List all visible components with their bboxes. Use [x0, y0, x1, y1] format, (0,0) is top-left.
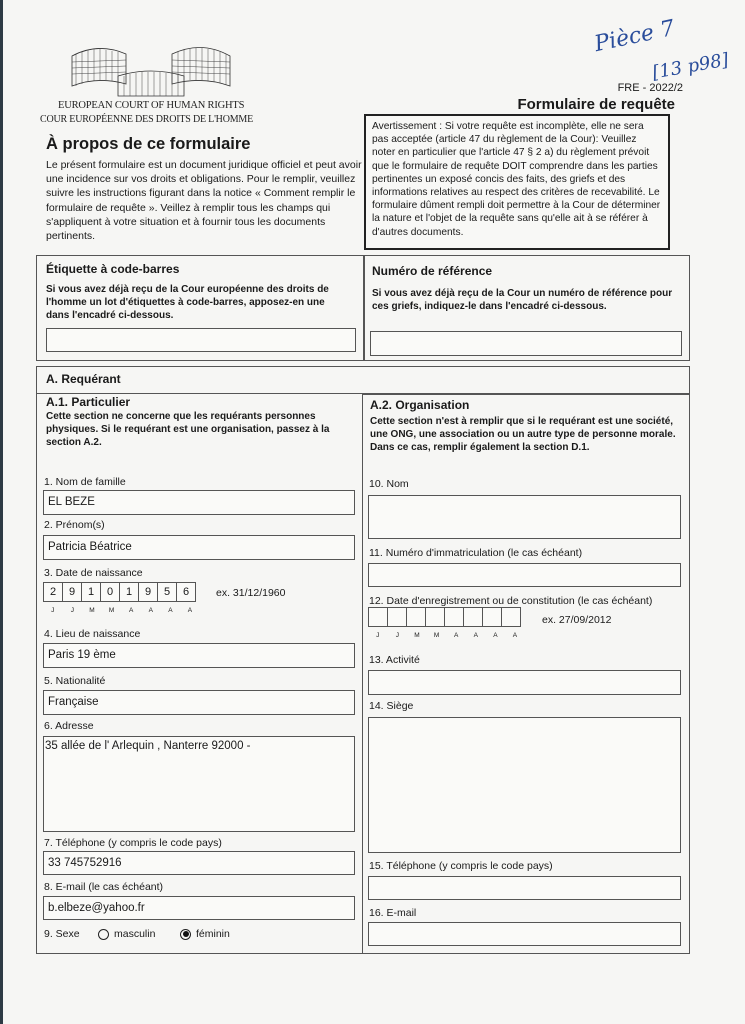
birth-date-example: ex. 31/12/1960 — [216, 587, 286, 599]
registration-date-field — [368, 607, 520, 627]
address-field[interactable]: 35 allée de l' Arlequin , Nanterre 92000 - — [43, 736, 355, 832]
format-label: A — [512, 632, 518, 639]
seat-field[interactable] — [368, 717, 681, 853]
format-label: M — [433, 632, 440, 639]
org-email-label: 16. E-mail — [369, 907, 417, 919]
registration-date-digit[interactable] — [501, 607, 521, 627]
email-label: 8. E-mail (le cas échéant) — [44, 881, 164, 893]
registration-date-format-labels — [368, 632, 525, 639]
birth-place-label: 4. Lieu de naissance — [44, 628, 141, 640]
registration-date-digit[interactable] — [406, 607, 426, 627]
registration-date-digit[interactable] — [425, 607, 445, 627]
registration-date-label: 12. Date d'enregistrement ou de constitution (le cas échéant) — [369, 595, 653, 607]
reference-number-field[interactable] — [370, 331, 682, 356]
a2-instructions: Cette section n'est à remplir que si le requérant est une société, une ONG, une association ou un autre type de personne morale. Dans ce cas, remplir également la section D.1. — [370, 416, 676, 453]
court-building-logo-icon — [68, 40, 234, 98]
registration-date-digit[interactable] — [444, 607, 464, 627]
registration-number-field[interactable] — [368, 563, 681, 587]
format-label: A — [168, 607, 173, 614]
birth-date-digit[interactable]: 6 — [176, 582, 196, 602]
registration-date-digit[interactable] — [463, 607, 483, 627]
birth-date-digit[interactable]: 1 — [81, 582, 101, 602]
registration-number-label: 11. Numéro d'immatriculation (le cas échéant) — [369, 547, 583, 559]
org-email-field[interactable] — [368, 922, 681, 946]
org-phone-label: 15. Téléphone (y compris le code pays) — [369, 860, 553, 872]
handwritten-note: Pièce 7 — [592, 15, 677, 58]
org-name-label: 10. Nom — [369, 478, 409, 490]
birth-date-digit[interactable]: 2 — [43, 582, 63, 602]
section-a-title: A. Requérant — [46, 372, 121, 386]
barcode-field[interactable] — [46, 328, 356, 352]
birth-date-digit[interactable]: 9 — [62, 582, 82, 602]
registration-date-digit[interactable] — [368, 607, 388, 627]
sex-male-label: masculin — [114, 928, 156, 940]
format-label: J — [70, 607, 75, 614]
a1-title: A.1. Particulier — [46, 395, 131, 409]
org-phone-field[interactable] — [368, 876, 681, 900]
a2-title: A.2. Organisation — [370, 398, 470, 412]
format-label: A — [454, 632, 459, 639]
section-a-header — [36, 366, 690, 394]
sex-label: 9. Sexe — [44, 928, 80, 940]
birth-date-format-labels — [43, 607, 200, 614]
format-label: A — [187, 607, 193, 614]
barcode-instructions: Si vous avez déjà reçu de la Cour européenne des droits de l'homme un lot d'étiquettes à code-barres, apposez-en une dans l'encadré ci-dessous. — [46, 284, 329, 321]
section-divider — [362, 394, 363, 954]
activity-label: 13. Activité — [369, 654, 420, 666]
birth-date-digit[interactable]: 0 — [100, 582, 120, 602]
registration-date-digit[interactable] — [387, 607, 407, 627]
org-name-field[interactable] — [368, 495, 681, 539]
birth-date-digit[interactable]: 5 — [157, 582, 177, 602]
nationality-label: 5. Nationalité — [44, 675, 106, 687]
scan-edge — [0, 0, 3, 1024]
address-label: 6. Adresse — [44, 720, 94, 732]
sex-option-female[interactable] — [180, 928, 230, 940]
activity-field[interactable] — [368, 670, 681, 695]
format-label: M — [108, 607, 115, 614]
first-names-label: 2. Prénom(s) — [44, 519, 105, 531]
a1-instructions: Cette section ne concerne que les requérants personnes physiques. Si le requérant est une organisation, passez à la section A.2. — [46, 411, 330, 448]
format-label: M — [89, 607, 95, 614]
format-label: J — [376, 632, 380, 639]
birth-date-label: 3. Date de naissance — [44, 567, 143, 579]
court-name-french: COUR EUROPÉENNE DES DROITS DE L'HOMME — [40, 114, 254, 125]
phone-field[interactable]: 33 745752916 — [43, 851, 355, 875]
barcode-title: Étiquette à code-barres — [46, 262, 180, 276]
radio-selected-icon[interactable] — [180, 929, 191, 940]
format-label: A — [493, 632, 498, 639]
format-label: M — [414, 632, 420, 639]
family-name-label: 1. Nom de famille — [44, 476, 126, 488]
family-name-field[interactable]: EL BEZE — [43, 490, 355, 515]
reference-title: Numéro de référence — [372, 264, 493, 278]
warning-box: Avertissement : Si votre requête est incomplète, elle ne sera pas acceptée (article 47 du règlement de la Cour): Veuillez noter en particulier que l'article 47 § 2 a) du règlement prévoit que le formulaire de requête DOIT comprendre dans les parties pertinentes un exposé concis des faits, des griefs et des informations relatives au respect des critères de recevabilité. Le formulaire dûment rempli doit permettre à la Cour de déterminer la nature et l'objet de la requête sans qu'elle ait à se référer à d'autres documents. — [364, 114, 670, 250]
registration-date-example: ex. 27/09/2012 — [542, 614, 612, 626]
form-code: FRE - 2022/2 — [617, 82, 683, 94]
form-title: Formulaire de requête — [517, 96, 675, 113]
about-title: À propos de ce formulaire — [46, 135, 251, 153]
format-label: J — [395, 632, 400, 639]
first-names-field[interactable]: Patricia Béatrice — [43, 535, 355, 560]
sex-option-male[interactable] — [98, 928, 155, 940]
reference-instructions: Si vous avez déjà reçu de la Cour un numéro de référence pour ces griefs, indiquez-le dans l'encadré ci-dessous. — [372, 288, 673, 312]
radio-unselected-icon[interactable] — [98, 929, 109, 940]
birth-date-digit[interactable]: 9 — [138, 582, 158, 602]
birth-date-field — [43, 582, 195, 602]
about-text: Le présent formulaire est un document juridique officiel et peut avoir une incidence sur vos droits et obligations. Pour le remplir, veuillez suivre les instructions figurant dans la notice « Comment remplir le formulaire de requête ». Veillez à remplir tous les champs qui s'appliquent à votre situation et à fournir tous les documents pertinents. — [46, 159, 362, 243]
handwritten-note-pages: [13 p98] — [650, 49, 731, 84]
birth-place-field[interactable]: Paris 19 ème — [43, 643, 355, 668]
sex-female-label: féminin — [196, 928, 230, 940]
format-label: A — [129, 607, 134, 614]
format-label: A — [473, 632, 478, 639]
registration-date-digit[interactable] — [482, 607, 502, 627]
email-field[interactable]: b.elbeze@yahoo.fr — [43, 896, 355, 920]
a2-top-line — [362, 394, 690, 395]
format-label: J — [51, 607, 55, 614]
nationality-field[interactable]: Française — [43, 690, 355, 715]
format-label: A — [148, 607, 153, 614]
court-name-english: EUROPEAN COURT OF HUMAN RIGHTS — [58, 100, 245, 111]
phone-label: 7. Téléphone (y compris le code pays) — [44, 837, 222, 849]
birth-date-digit[interactable]: 1 — [119, 582, 139, 602]
seat-label: 14. Siège — [369, 700, 414, 712]
